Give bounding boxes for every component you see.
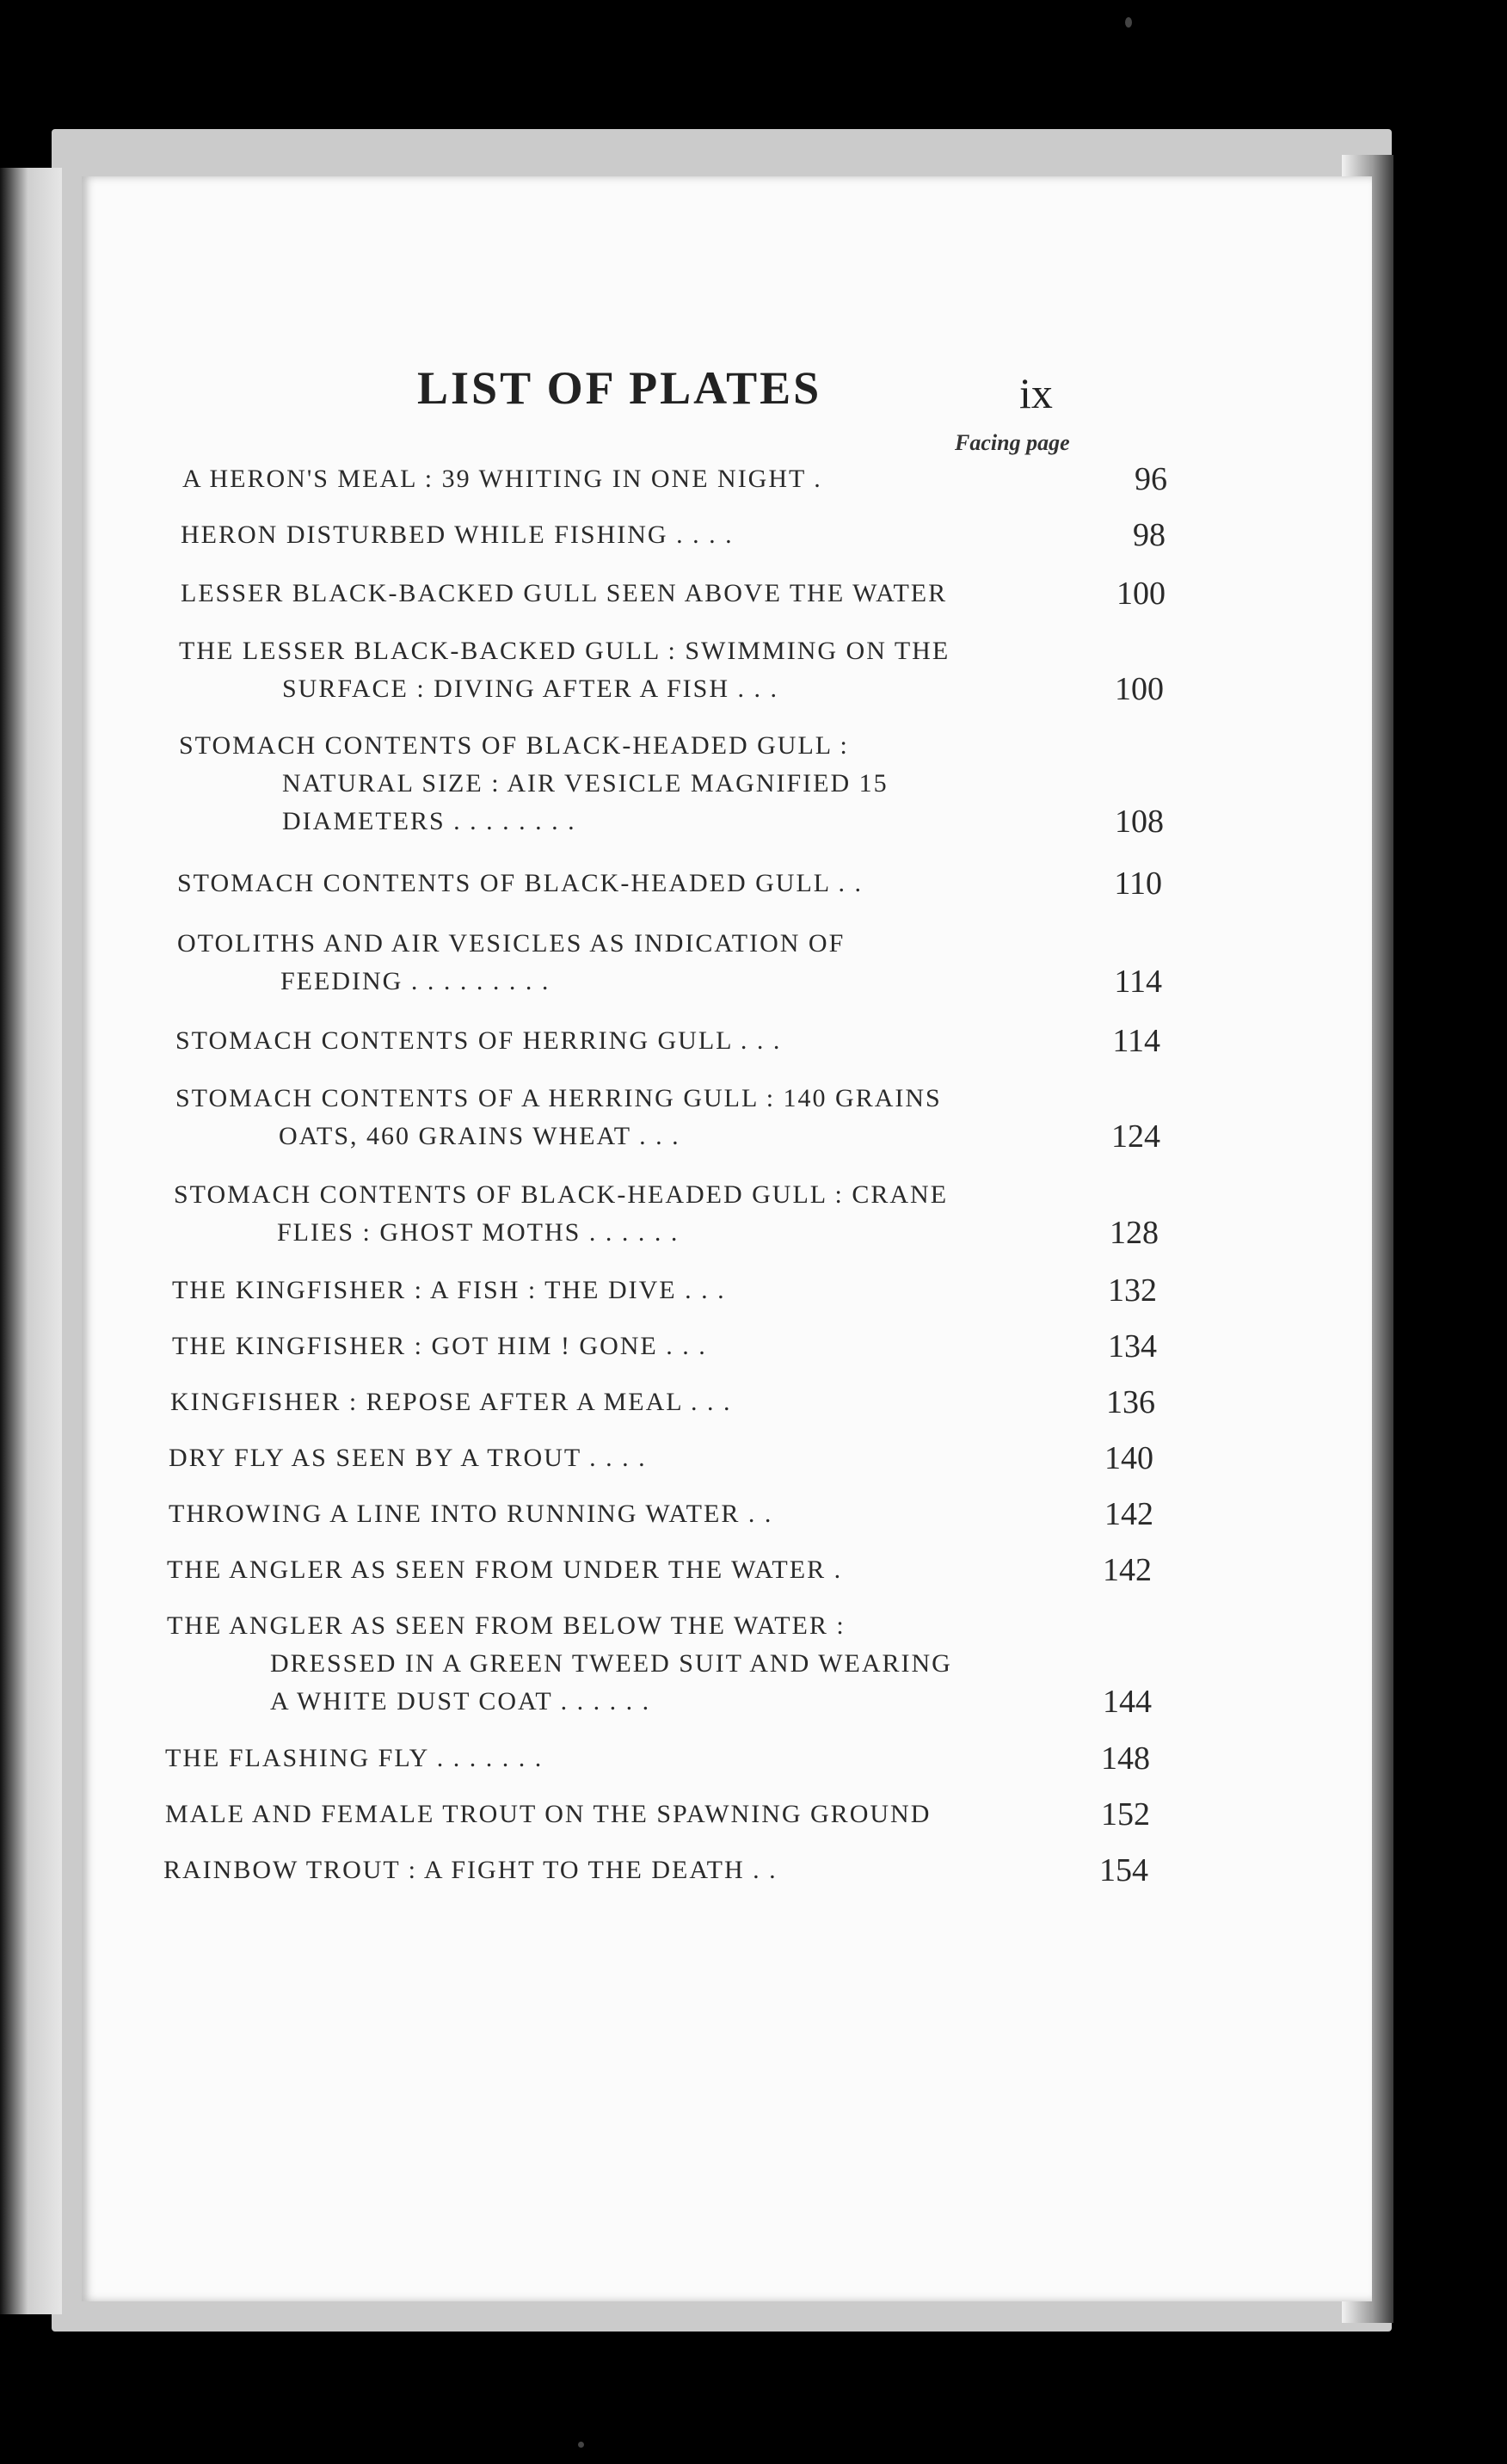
plate-entry bbox=[170, 1383, 1155, 1421]
plate-page-number: 142 bbox=[1104, 1496, 1153, 1532]
plate-entry-line: THE LESSER BLACK-BACKED GULL : SWIMMING ON THE bbox=[179, 637, 950, 665]
plate-page-number: 154 bbox=[1099, 1852, 1148, 1888]
plate-entry-line: THE ANGLER AS SEEN FROM BELOW THE WATER : bbox=[167, 1611, 846, 1640]
plate-page-number: 108 bbox=[1115, 804, 1164, 840]
plate-entry-line: DIAMETERS . . . . . . . . 108 bbox=[282, 804, 1164, 840]
plate-page-number: 100 bbox=[1115, 671, 1164, 707]
plate-entry-line: STOMACH CONTENTS OF BLACK-HEADED GULL : CRANE bbox=[174, 1180, 949, 1209]
plate-entry-line: FLIES : GHOST MOTHS . . . . . . 128 bbox=[277, 1215, 1159, 1251]
scan-speck bbox=[1125, 17, 1132, 28]
plate-entry bbox=[169, 1439, 1153, 1477]
plate-entry-line: STOMACH CONTENTS OF BLACK-HEADED GULL . . 110 bbox=[177, 865, 1162, 902]
plate-entry bbox=[181, 575, 1166, 613]
plate-entry-line: HERON DISTURBED WHILE FISHING . . . . 98 bbox=[181, 517, 1166, 553]
plate-page-number: 152 bbox=[1101, 1796, 1150, 1833]
plate-entry bbox=[182, 460, 1167, 498]
plate-entry-line: STOMACH CONTENTS OF HERRING GULL . . . 114 bbox=[175, 1023, 1160, 1059]
plate-page-number: 134 bbox=[1108, 1328, 1157, 1364]
plate-page-number: 110 bbox=[1114, 865, 1162, 902]
plate-entry-line: OATS, 460 GRAINS WHEAT . . . 124 bbox=[279, 1118, 1160, 1155]
page-folio-number: ix bbox=[1019, 369, 1053, 417]
plate-entry-line: OTOLITHS AND AIR VESICLES AS INDICATION OF bbox=[177, 929, 846, 958]
plate-entry bbox=[172, 1327, 1157, 1365]
plate-entry bbox=[179, 727, 1164, 841]
plate-entry-line: A HERON'S MEAL : 39 WHITING IN ONE NIGHT . 96 bbox=[182, 461, 1167, 497]
plate-entry-line: DRY FLY AS SEEN BY A TROUT . . . . 140 bbox=[169, 1440, 1153, 1476]
plate-entry-line: DRESSED IN A GREEN TWEED SUIT AND WEARING bbox=[270, 1649, 952, 1678]
plate-entry-line: FEEDING . . . . . . . . . 114 bbox=[280, 964, 1162, 1000]
plate-entry bbox=[167, 1607, 1152, 1721]
plate-page-number: 132 bbox=[1108, 1272, 1157, 1309]
plate-entry-line: THE FLASHING FLY . . . . . . . 148 bbox=[165, 1740, 1150, 1777]
plate-entry-line: THE KINGFISHER : GOT HIM ! GONE . . . 134 bbox=[172, 1328, 1157, 1364]
plate-entry-line: RAINBOW TROUT : A FIGHT TO THE DEATH . . 154 bbox=[163, 1852, 1148, 1888]
plate-page-number: 136 bbox=[1106, 1384, 1155, 1420]
scan-speck bbox=[578, 2442, 584, 2448]
facing-page-edge bbox=[0, 168, 62, 2314]
plate-page-number: 124 bbox=[1111, 1118, 1160, 1155]
plate-entry-line: A WHITE DUST COAT . . . . . . 144 bbox=[270, 1684, 1152, 1720]
plate-page-number: 96 bbox=[1135, 461, 1167, 497]
plate-page-number: 114 bbox=[1114, 964, 1162, 1000]
plate-entry bbox=[177, 925, 1162, 1001]
plate-entry-line: SURFACE : DIVING AFTER A FISH . . . 100 bbox=[282, 671, 1164, 707]
plate-entry bbox=[172, 1272, 1157, 1309]
plate-page-number: 142 bbox=[1103, 1552, 1152, 1588]
plate-entry bbox=[165, 1740, 1150, 1777]
plate-entry-line: MALE AND FEMALE TROUT ON THE SPAWNING GROUND 152 bbox=[165, 1796, 1150, 1833]
plate-entry-line: KINGFISHER : REPOSE AFTER A MEAL . . . 136 bbox=[170, 1384, 1155, 1420]
plate-entry-line: THE ANGLER AS SEEN FROM UNDER THE WATER . 142 bbox=[167, 1552, 1152, 1588]
plate-page-number: 140 bbox=[1104, 1440, 1153, 1476]
plate-entry-line: THE KINGFISHER : A FISH : THE DIVE . . . 132 bbox=[172, 1272, 1157, 1309]
plate-entry bbox=[163, 1851, 1148, 1889]
plate-entry-line: STOMACH CONTENTS OF A HERRING GULL : 140 GRAINS bbox=[175, 1084, 942, 1112]
plate-entry bbox=[179, 632, 1164, 708]
plate-entry bbox=[177, 865, 1162, 902]
plate-page-number: 98 bbox=[1133, 517, 1166, 553]
plate-entry-line: STOMACH CONTENTS OF BLACK-HEADED GULL : bbox=[179, 731, 849, 760]
facing-page-label: Facing page bbox=[955, 430, 1070, 455]
plate-entry-line: NATURAL SIZE : AIR VESICLE MAGNIFIED 15 bbox=[282, 769, 889, 798]
plate-entry bbox=[175, 1080, 1160, 1155]
plate-page-number: 128 bbox=[1110, 1215, 1159, 1251]
plate-entry-line: THROWING A LINE INTO RUNNING WATER . . 142 bbox=[169, 1496, 1153, 1532]
plate-page-number: 100 bbox=[1116, 576, 1166, 612]
plate-page-number: 144 bbox=[1103, 1684, 1152, 1720]
plate-entry bbox=[181, 516, 1166, 554]
plate-entry bbox=[167, 1551, 1152, 1589]
plate-entry bbox=[169, 1495, 1153, 1533]
page-title: LIST OF PLATES bbox=[417, 362, 822, 414]
plate-entry-line: LESSER BLACK-BACKED GULL SEEN ABOVE THE WATER 100 bbox=[181, 576, 1166, 612]
plate-entry bbox=[174, 1176, 1159, 1252]
plate-page-number: 148 bbox=[1101, 1740, 1150, 1777]
plate-page-number: 114 bbox=[1112, 1023, 1160, 1059]
plate-entry bbox=[175, 1022, 1160, 1060]
plate-entry bbox=[165, 1796, 1150, 1833]
